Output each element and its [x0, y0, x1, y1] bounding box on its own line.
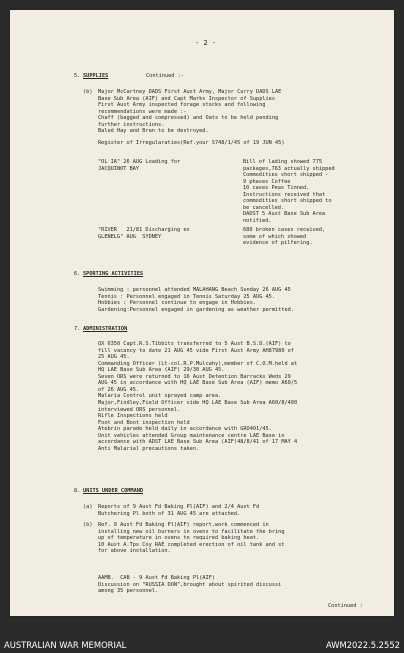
section-line: Rifle Inspections held [98, 413, 168, 420]
section-line: 25 AUG 45. [98, 354, 130, 361]
paragraph-label: (a) [83, 504, 93, 510]
shipment-note-line: 10 cases Peas Tinned. [243, 185, 310, 192]
paragraph-line: AAMB. CAB - 9 Aust Fd Baking Pl(AIF) [98, 575, 215, 581]
shipment-note-line: notified. [243, 217, 272, 224]
shipment-note-line: 9 phases Coffee [243, 178, 291, 185]
section-number: 6. [74, 271, 81, 277]
section-line: interviewed ORS personnel. [98, 406, 181, 413]
shipment-line: GLENELG" AUG SYDNEY [98, 233, 162, 240]
shipment-note-line: DADST 5 Aust Base Sub Area [243, 211, 326, 218]
section-line: Tennis : Personnel engaged in Tennis Saturday 25 AUG 45. [98, 293, 276, 300]
paragraph-line: among 35 personnel. [98, 588, 159, 595]
shipment-note-line: Commodities short shipped - [243, 172, 329, 179]
paragraph-line: for above installation. [98, 548, 171, 555]
section-line: Unit vehicles attended Group maintenance centre LAE Base in [98, 432, 285, 439]
paragraph-line: Baled Hay and Bran to be destroyed. [98, 128, 209, 135]
page-number: - 2 - [195, 39, 217, 47]
paragraph-line: First Aust Army inspected forage stocks and following [98, 102, 266, 109]
paragraph-line: further instructions. [98, 121, 165, 128]
section-line: QX 6350 Capt.R.S.Tibbits transferred to 5 Aust B.S.D.(AIF) to [98, 341, 291, 347]
paragraph-line: Chaff (bagged and compressed) and Oats to be held pending [98, 115, 279, 122]
section-line: Gardening:Personnel engaged in gardening as weather permitted. [98, 306, 294, 313]
section-line: Foot and Boot inspection held [98, 419, 190, 426]
paragraph-label: (b) [83, 89, 93, 95]
section-title: SPORTING ACTIVITIES [83, 271, 144, 277]
section-line: Atebrin parade held daily in accordance with GRO401/45. [98, 426, 272, 433]
shipment-note-line: some of which showed [243, 233, 307, 240]
paragraph-line: up of temperature in ovens to required baking heat. [98, 535, 260, 542]
footer-bar [0, 637, 404, 653]
section-line: Anti Malarial precautions taken. [98, 445, 200, 452]
shipment-note-line: be cancelled. [243, 204, 285, 211]
footer-institution: AUSTRALIAN WAR MEMORIAL [4, 640, 127, 650]
shipment-note-line: packages,763 actually shipped [243, 165, 335, 172]
section-title: UNITS UNDER COMMAND [83, 488, 144, 494]
shipment-line: JACQUINOT BAY [98, 165, 140, 172]
footer-reference: AWM2022.5.2552 [325, 640, 400, 650]
paragraph-line: Ref. 9 Aust Fd Baking Pl(AIF) report,work commenced in [98, 522, 269, 528]
section-continued: Continued :- [146, 73, 184, 79]
section-line: Malaria Control unit sprayed camp area. [98, 393, 222, 400]
section-line: Seven ORS were returned to 16 Aust Detention Barracks Weds 29 [98, 373, 291, 380]
shipment-line: "OL IA" 26 AUG Loading for [98, 159, 181, 165]
section-line: Major,Findley,Field Officer vide HQ LAE Base Sub Area A60/8/400 [98, 399, 298, 406]
register-line: Register of Irregularaties(Ref.your S748/1/45 of 19 JUN 45) [98, 140, 285, 146]
continued-note: Continued : [328, 603, 363, 609]
shipment-note-line: Bill of lading showed 775 [243, 159, 323, 165]
paragraph-line: Butchering Pl both of 31 AUG 45 are attached. [98, 510, 241, 517]
paragraph-label: (b) [83, 522, 93, 528]
section-line: Hobbies : Personnel continue to engage in Hobbies. [98, 300, 257, 307]
section-line: accordance with ADST LAE Base Sub Area (AIF)48/8/41 of 17 MAY 4 [98, 439, 298, 446]
section-line: HQ LAE Base Sub Area (AIF) 29/30 AUG 45. [98, 367, 225, 374]
section-line: Commanding Officer (Lt-col.R.P.Mulcahy),member of C.O.M.held at [98, 360, 298, 367]
document-body [10, 10, 394, 616]
paragraph-line: 10 Aust A.Tps Coy RAE completed erection of oil tank and st [98, 541, 285, 548]
section-title: SUPPLIES [83, 73, 109, 79]
section-title: ADMINISTRATION [83, 326, 128, 332]
section-line: of 26 AUG 45. [98, 386, 140, 393]
shipment-note-line: 680 broken cases received, [243, 227, 326, 233]
shipment-note-line: evidence of pilfering. [243, 240, 313, 247]
paragraph-line: installing new oil burners in ovens to facilitate the bring [98, 528, 285, 535]
section-number: 5. [74, 73, 81, 79]
paragraph-line: Reports of 9 Aust Fd Baking Pl(AIF) and 2/4 Aust Fd [98, 504, 260, 510]
shipment-note-line: commodities short shipped to [243, 198, 332, 205]
section-number: 8. [74, 488, 81, 494]
section-number: 7. [74, 326, 81, 332]
section-line: AUG 45 in accordance with HQ LAE Base Sub Area (AIF) memo A60/5 [98, 380, 298, 387]
paragraph-line: Discussion on "RUSSIA DON",brought about spirited discussi [98, 581, 282, 588]
paragraph-line: Major McCartney DADS First Aust Army, Major Curry DADS LAE [98, 89, 282, 95]
shipment-line: "RIVER 21/81 Discharging ex [98, 227, 190, 233]
shipment-note-line: Instructions received that [243, 191, 326, 198]
document-page [10, 10, 394, 616]
section-line: Swimming : personnel attended MALAHANG Beach Sunday 26 AUG 45 [98, 287, 291, 293]
section-line: fill vacancy to date 21 AUG 45 vide First Aust Army AH87980 of [98, 347, 294, 354]
paragraph-line: Base Sub Area (AIF) and Capt Marks Inspector of Supplies [98, 95, 276, 102]
paragraph-line: recommendations were made :- [98, 108, 187, 115]
